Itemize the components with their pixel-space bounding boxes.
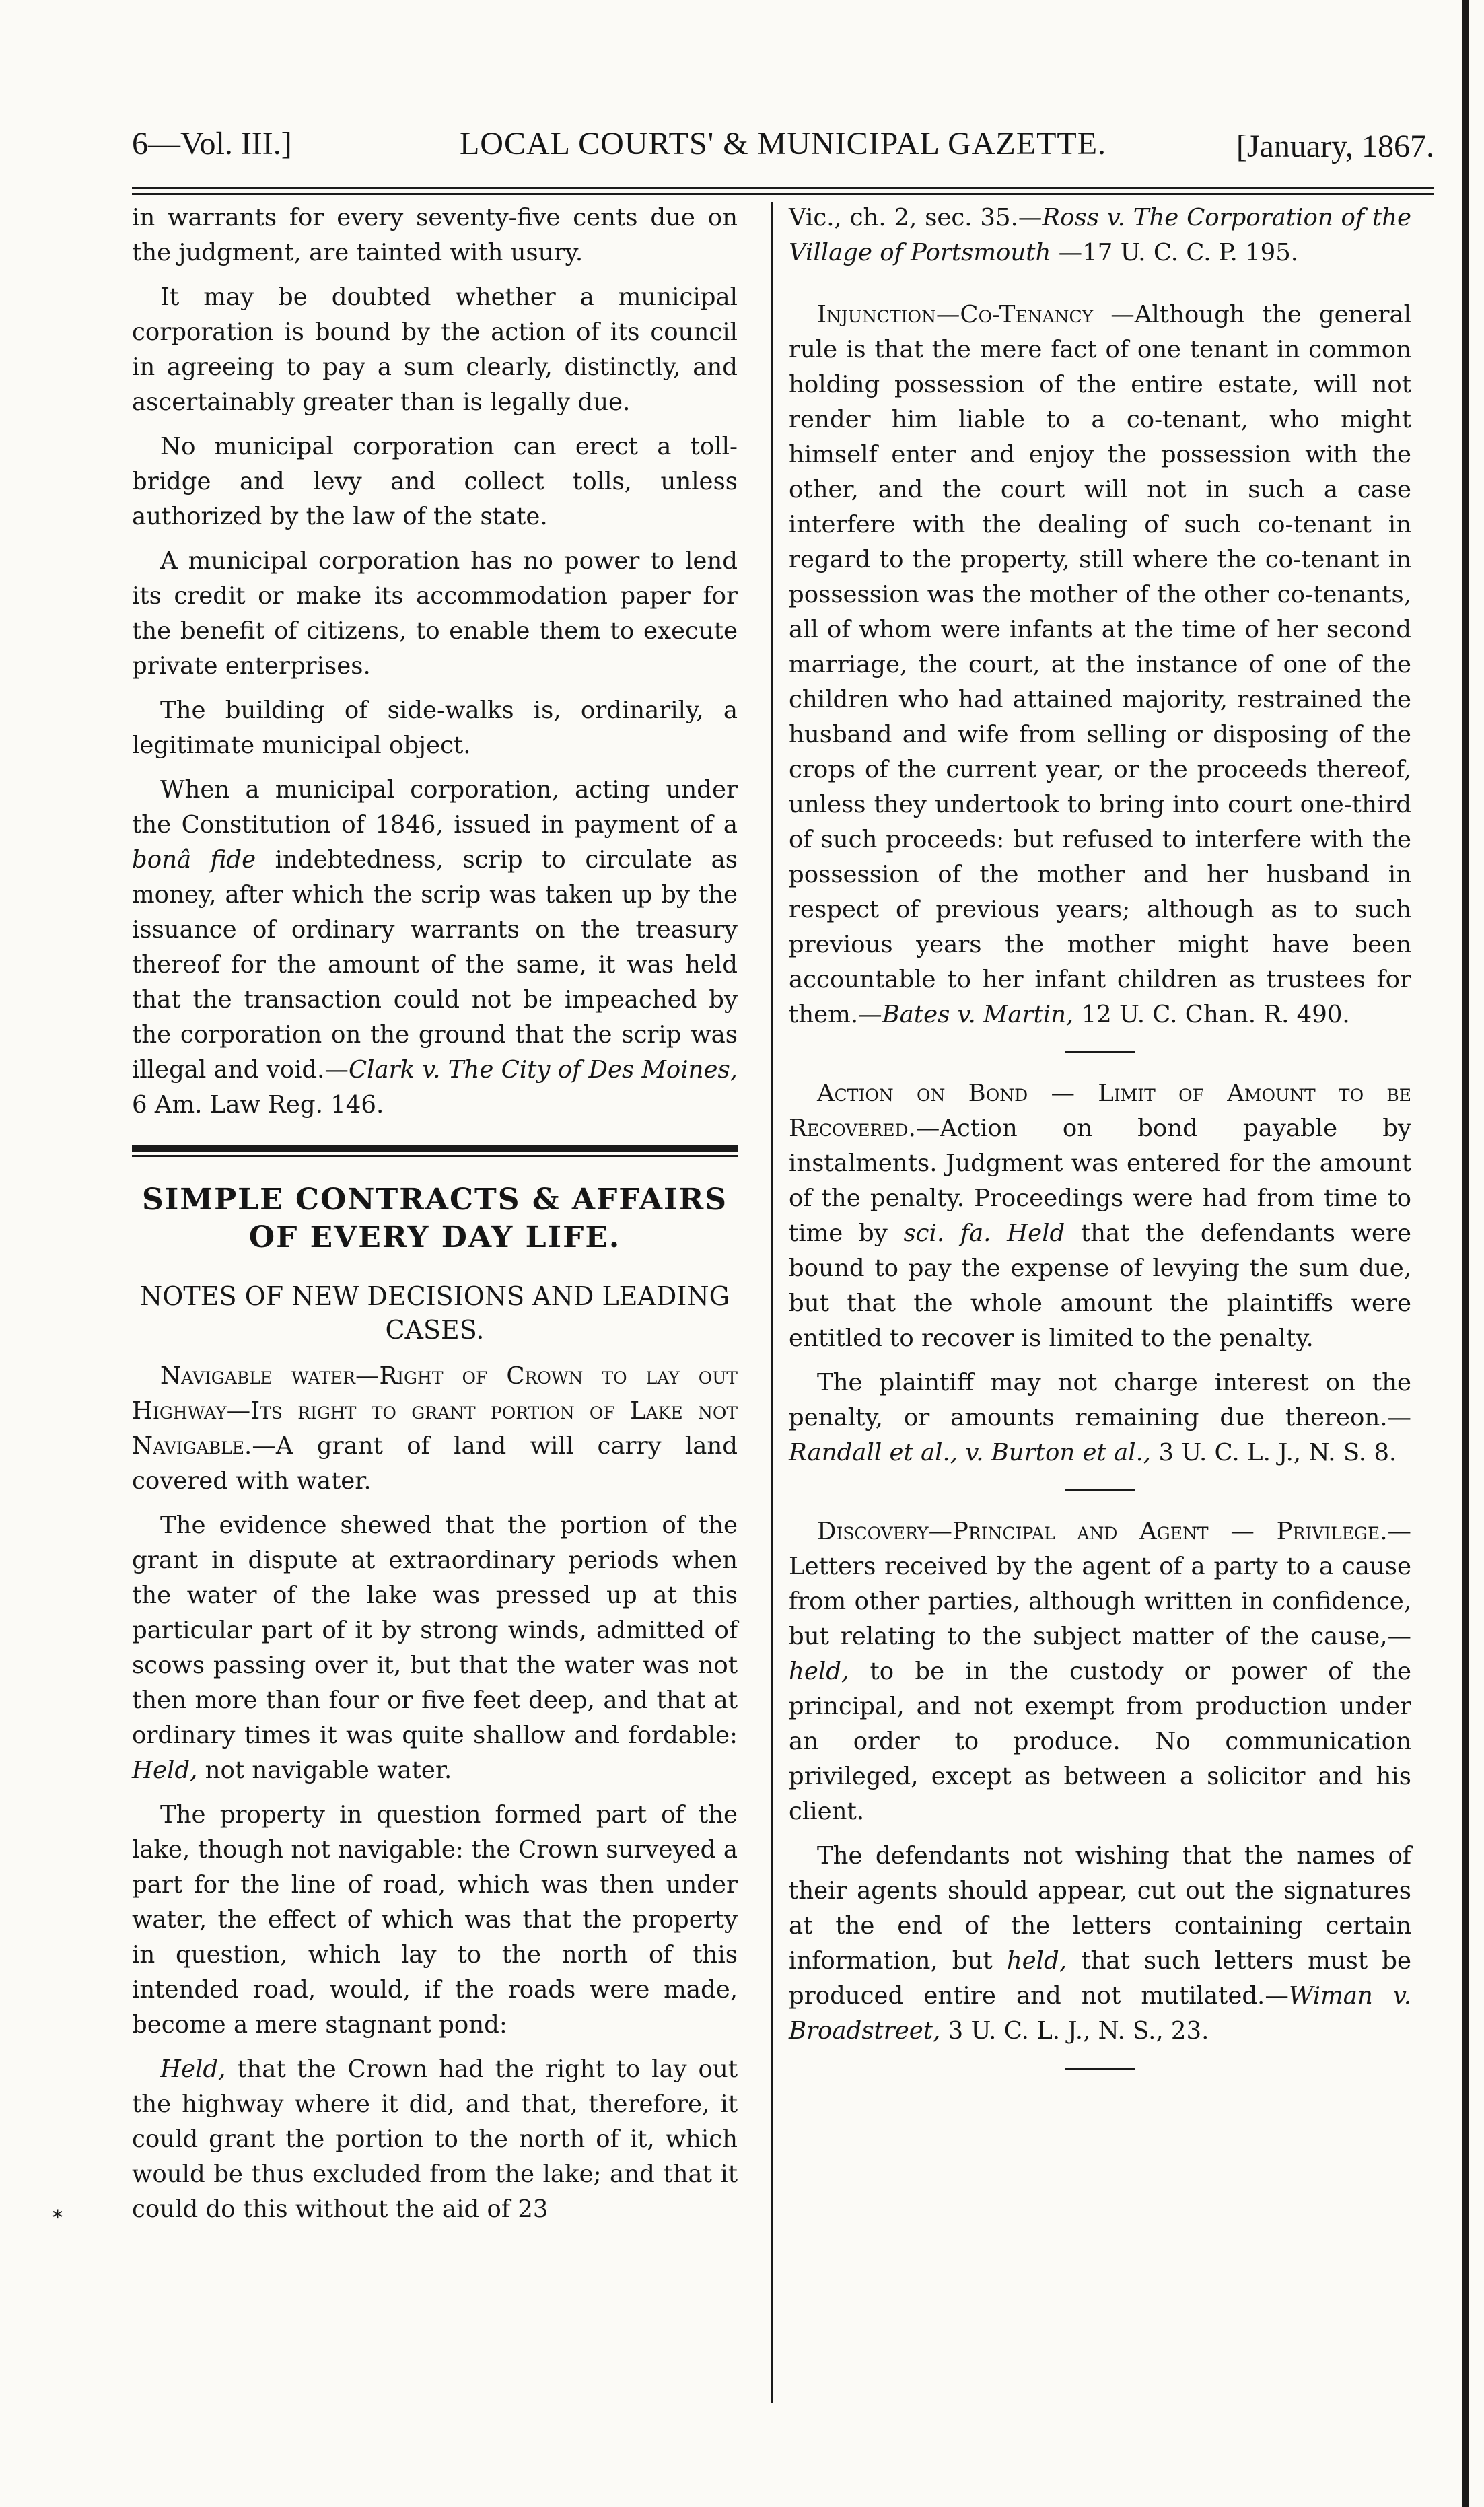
continuation-text: Vic., ch. 2, sec. 35.—	[789, 204, 1043, 232]
case-heading: Navigable water—Right of Crown to lay out Highway—Its right to grant portion of Lake not Navigable.	[132, 1362, 738, 1460]
header-rule-bottom	[132, 193, 1434, 195]
paragraph-evidence	[132, 1508, 738, 1788]
case-summary: —A grant of land will carry land covered with water.	[132, 1432, 738, 1495]
paragraph-plaintiff-interest	[789, 1366, 1411, 1471]
injunction-text: —Although the general rule is that the mere fact of one tenant in common holding possession of the entire estate, will not render him liable to a co-tenant, who might himself enter and enjoy the possession with the other, and the court will not in such a case interfere with the dealing of such co-tenant in regard to the property, still where the co-tenant in possession was the mother of the other co-tenants, all of whom were infants at the time of her second marriage, the court, at the instance of one of the children who had attained majority, restrained the husband and wife from selling or disposing of the crops of the current year, or the proceeds thereof, unless they undertook to bring into court one-third of such proceeds: but refused to interfere with the possession of the mother and her husband in respect of previous years; although as to such previous years the mother might have been accountable to her infant children as trustees for them.—	[789, 301, 1411, 1028]
reporter-citation: 12 U. C. Chan. R. 490.	[1073, 1001, 1350, 1028]
evidence-conclusion: not navigable water.	[197, 1757, 452, 1784]
case-heading: Action on Bond — Limit of Amount to be Recovered.	[789, 1080, 1411, 1142]
discovery-text: —Letters received by the agent of a party to a cause from other parties, although written in confidence, but relating to the subject matter of the cause,—	[789, 1518, 1411, 1650]
case-citation: Randall et al., v. Burton et al.,	[789, 1439, 1152, 1467]
held-text: that the Crown had the right to lay out the highway where it did, and that, therefore, it could grant the portion to the north of it, which would be thus excluded from the lake; and that it could do this without the aid of 23	[132, 2055, 738, 2223]
paragraph-usury: in warrants for every seventy-five cents due on the judgment, are tainted with usury.	[132, 204, 738, 267]
case-citation: Wiman v. Broadstreet,	[789, 1982, 1411, 2045]
case-citation: Clark v. The City of Des Moines,	[348, 1056, 738, 1084]
running-header	[132, 125, 1434, 179]
bond-text: —Action on bond payable by instalments. Judgment was entered for the amount of the penalty. Proceedings were had from time to time by	[789, 1115, 1411, 1247]
reporter-citation: 6 Am. Law Reg. 146.	[132, 1091, 384, 1119]
case-citation: Bates v. Martin,	[882, 1001, 1074, 1028]
paragraph-sidewalks: The building of side-walks is, ordinarily, a legitimate municipal object.	[132, 697, 738, 759]
publication-title: LOCAL COURTS' & MUNICIPAL GAZETTE.	[459, 126, 1107, 162]
paragraph-defendants	[789, 1839, 1411, 2049]
margin-mark: *	[52, 2206, 63, 2230]
case-heading: Injunction—Co-Tenancy	[817, 301, 1094, 328]
section-title: SIMPLE CONTRACTS & AFFAIRS OF EVERY DAY LIFE.	[142, 1182, 728, 1255]
clark-text-cont: indebtedness, scrip to circulate as money, after which the scrip was taken up by the issuance of ordinary warrants on the treasury thereof for the amount of the same, it was held that the transaction could not be impeached by the corporation on the ground that the scrip was illegal and void.—	[132, 846, 738, 1084]
paragraph-credit: A municipal corporation has no power to lend its credit or make its accommodation paper for the benefit of citizens, to enable them to execute private enterprises.	[132, 547, 738, 680]
reporter-citation: —17 U. C. C. P. 195.	[1051, 239, 1299, 267]
bond-conclusion: that the defendants were bound to pay the expense of levying the sum due, but that the whole amount the plaintiffs were entitled to recover is limited to the penalty.	[789, 1220, 1411, 1352]
clark-text: When a municipal corporation, acting under the Constitution of 1846, issued in payment of a	[132, 776, 738, 839]
right-column	[789, 201, 1411, 2092]
column-divider	[771, 202, 773, 2403]
held-word: held,	[789, 1658, 849, 1685]
separator-rule	[1065, 1051, 1135, 1053]
paragraph-action-on-bond	[789, 1076, 1411, 1356]
separator-rule	[1065, 2068, 1135, 2070]
reporter-citation: 3 U. C. L. J., N. S., 23.	[940, 2017, 1209, 2045]
subsection-title: NOTES OF NEW DECISIONS AND LEADING CASES.	[140, 1281, 730, 1345]
paragraph-held	[132, 2052, 738, 2227]
sci-fa-phrase: sci. fa.	[903, 1220, 991, 1247]
paragraph-clark	[132, 773, 738, 1123]
paragraph-council: It may be doubted whether a municipal corporation is bound by the action of its council in agreeing to pay a sum clearly, distinctly, and ascertainably greater than is legally due.	[132, 283, 738, 416]
held-word: Held	[991, 1220, 1065, 1247]
held-word: Held,	[132, 1757, 198, 1784]
section-rule	[132, 1145, 738, 1157]
case-heading: Discovery—Principal and Agent — Privilege.	[817, 1518, 1388, 1545]
paragraph-continuation	[789, 201, 1411, 271]
page-edge-bar	[1462, 0, 1469, 2507]
paragraph-property: The property in question formed part of the lake, though not navigable: the Crown surveyed a part for the line of road, which was then under water, the effect of which was that the property in question, which lay to the north of this intended road, would, if the roads were made, become a mere stagnant pond:	[132, 1801, 738, 2039]
held-word: Held,	[160, 2055, 226, 2083]
header-rule-top	[132, 187, 1434, 189]
paragraph-navigable	[132, 1359, 738, 1499]
evidence-text: The evidence shewed that the portion of the grant in dispute at extraordinary periods when the water of the lake was pressed up at this particular part of it by strong winds, admitted of scows passing over it, but that the water was not then more than four or five feet deep, and that at ordinary times it was quite shallow and fordable:	[132, 1512, 738, 1749]
held-word: held,	[1006, 1947, 1067, 1975]
paragraph-injunction	[789, 297, 1411, 1032]
reporter-citation: 3 U. C. L. J., N. S. 8.	[1151, 1439, 1397, 1467]
interest-text: The plaintiff may not charge interest on the penalty, or amounts remaining due thereon.—	[789, 1369, 1411, 1432]
case-citation: Ross v. The Corporation of the Village of Portsmouth	[789, 204, 1411, 267]
bona-fide-phrase: bonâ fide	[132, 846, 256, 874]
issue-date: [January, 1867.	[1236, 129, 1434, 164]
paragraph-tollbridge: No municipal corporation can erect a toll-bridge and levy and collect tolls, unless authorized by the law of the state.	[132, 433, 738, 530]
page-volume: 6—Vol. III.]	[132, 126, 292, 162]
defendants-conclusion: that such letters must be produced entire and not mutilated.—	[789, 1947, 1411, 2010]
left-column	[132, 201, 738, 2236]
defendants-text: The defendants not wishing that the names of their agents should appear, cut out the signatures at the end of the letters containing certain information, but	[789, 1842, 1411, 1975]
separator-rule	[1065, 1489, 1135, 1491]
paragraph-discovery	[789, 1514, 1411, 1829]
discovery-conclusion: to be in the custody or power of the principal, and not exempt from production under an order to produce. No communication privileged, except as between a solicitor and his client.	[789, 1658, 1411, 1825]
